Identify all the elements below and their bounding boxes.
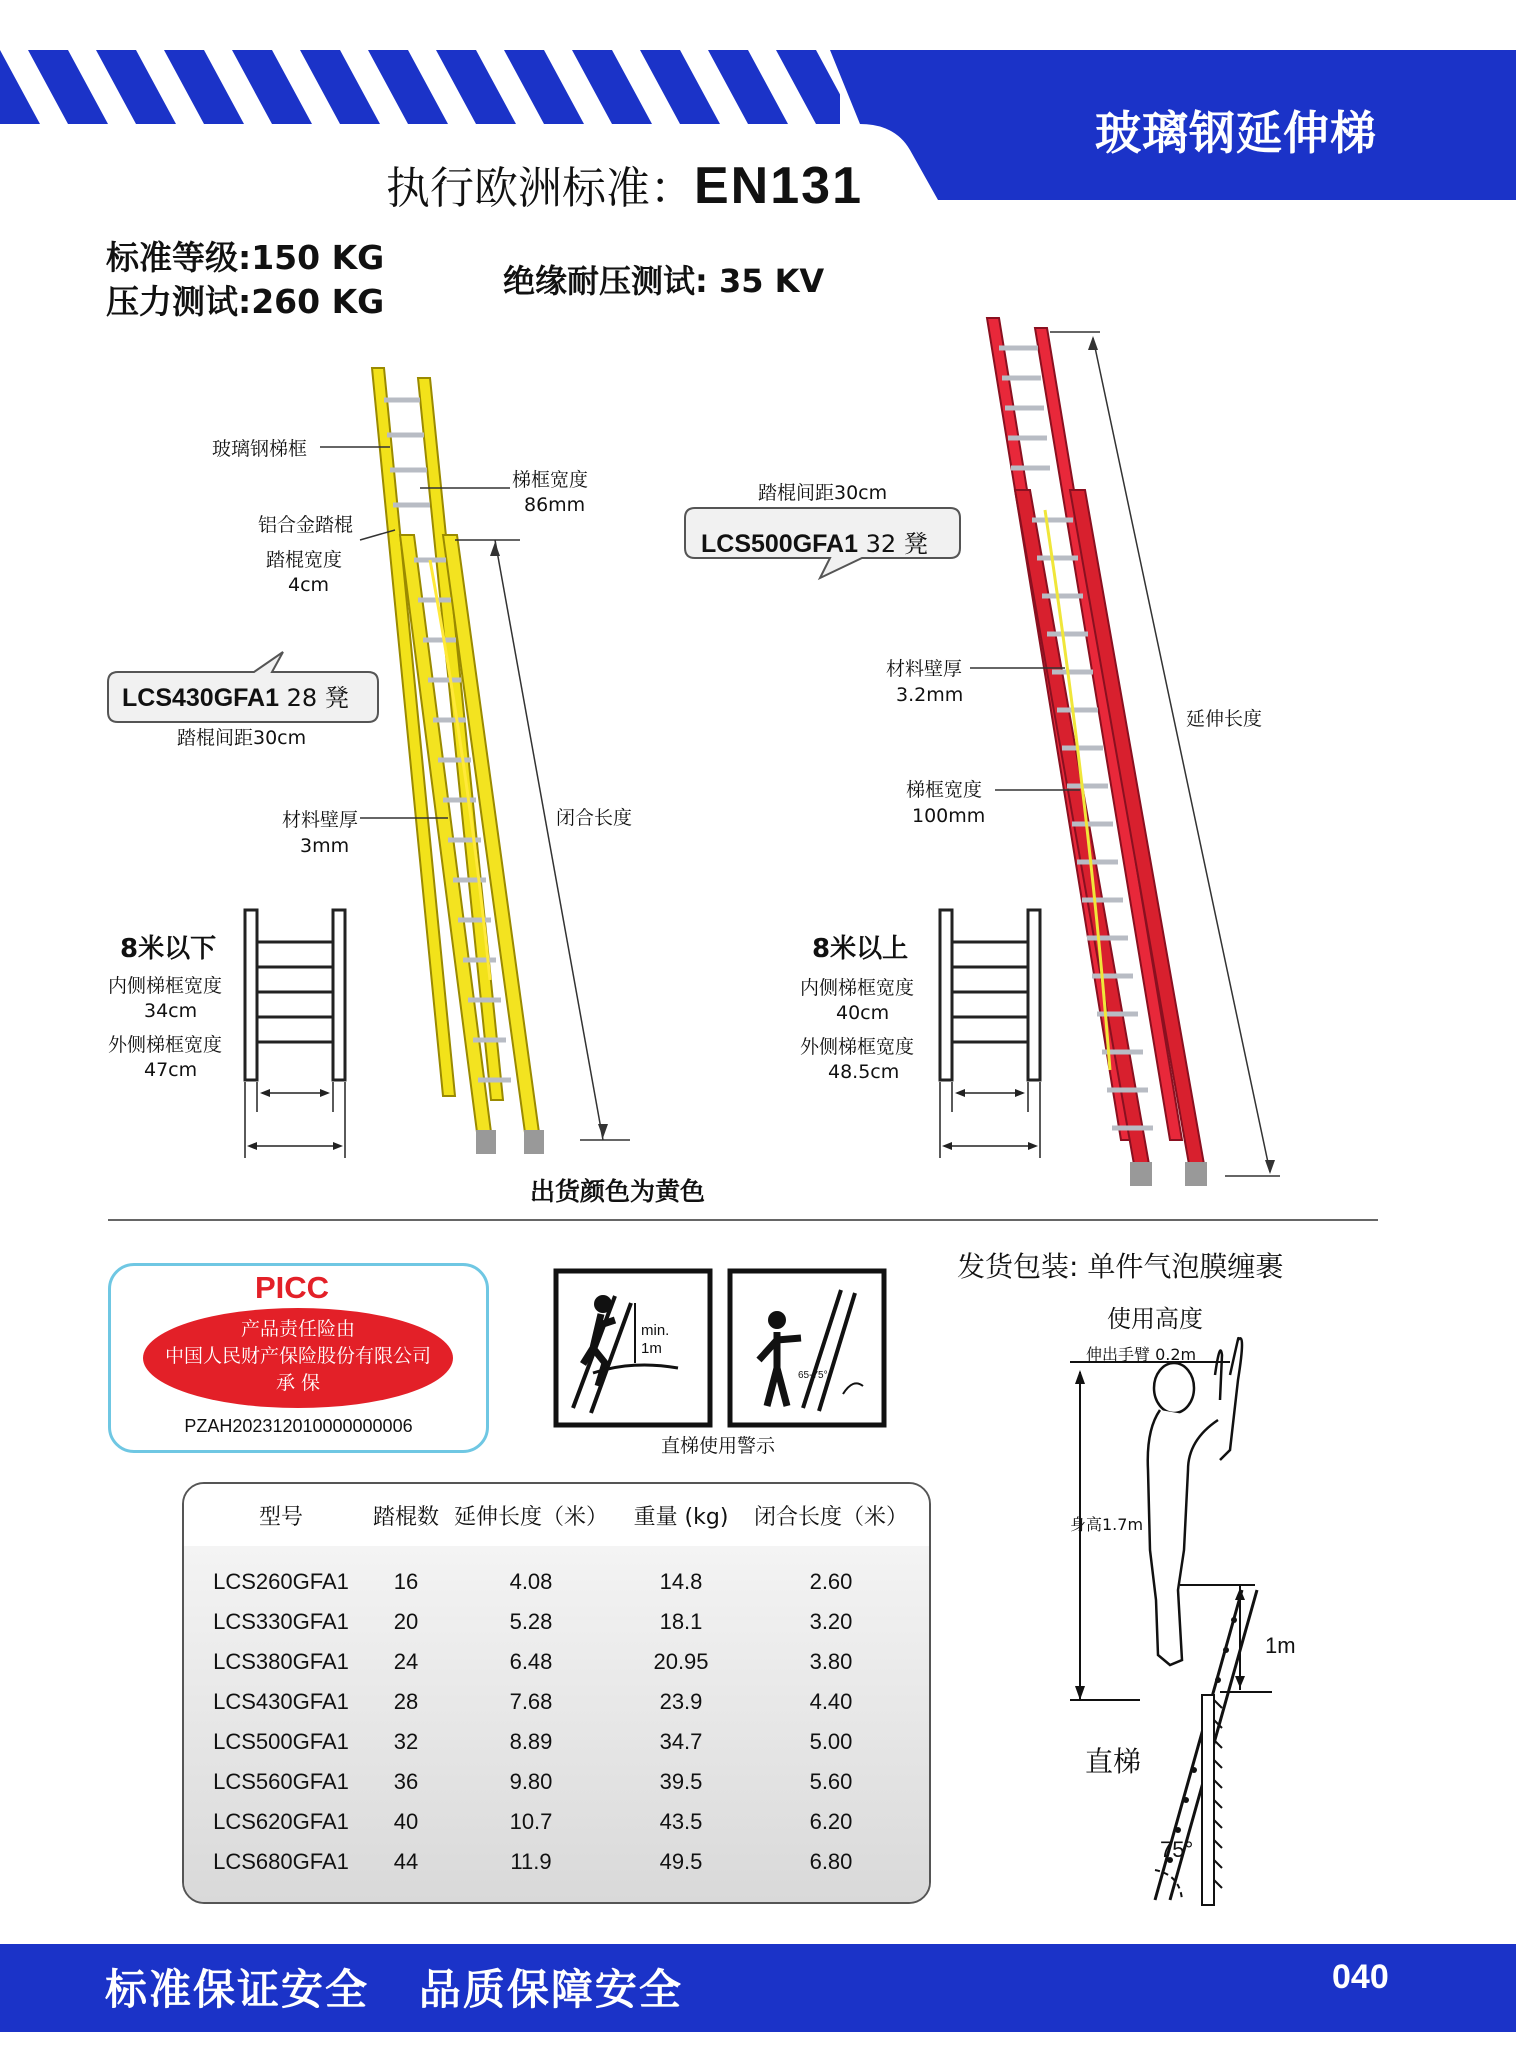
cell-closed: 6.20 <box>809 1809 853 1834</box>
cell-weight: 39.5 <box>659 1769 703 1794</box>
standard-code: EN131 <box>694 157 863 215</box>
standard-title <box>386 152 863 216</box>
cell-weight: 18.1 <box>659 1609 703 1634</box>
table-row <box>184 1762 929 1802</box>
red-wall-value: 3.2mm <box>896 684 964 706</box>
red-outer-value: 48.5cm <box>828 1061 900 1083</box>
yellow-outer-value: 47cm <box>144 1059 198 1081</box>
cell-rungs: 20 <box>393 1609 419 1634</box>
picc-line-3: 承 保 <box>275 1372 321 1394</box>
table-header-weight: 重量 (kg) <box>633 1504 729 1530</box>
red-rung-spacing: 踏棍间距30cm <box>758 482 888 504</box>
cell-extended: 9.80 <box>509 1769 553 1794</box>
table-row <box>184 1722 929 1762</box>
red-frame-width-value: 100mm <box>912 805 986 827</box>
usage-height-diagram <box>1070 1300 1310 1920</box>
cell-rungs: 40 <box>393 1809 419 1834</box>
cell-model: LCS430GFA1 <box>213 1689 349 1714</box>
red-extended-length-label: 延伸长度 <box>1186 708 1263 730</box>
spec-table <box>182 1482 931 1904</box>
cell-extended: 8.89 <box>509 1729 553 1754</box>
yellow-model-callout <box>122 678 349 713</box>
yellow-frame-label: 玻璃钢梯框 <box>212 438 308 460</box>
cell-weight: 34.7 <box>659 1729 703 1754</box>
picc-line-2: 中国人民财产保险股份有限公司 <box>164 1345 431 1367</box>
standard-prefix: 执行欧洲标准： <box>386 163 694 214</box>
cell-closed: 2.60 <box>809 1569 853 1594</box>
cell-model: LCS330GFA1 <box>213 1609 349 1634</box>
usage-ladder-label: 直梯 <box>1085 1745 1142 1778</box>
yellow-model-rungs: 28 凳 <box>286 684 349 712</box>
table-header-extended: 延伸长度（米） <box>453 1504 608 1530</box>
cell-rungs: 32 <box>393 1729 419 1754</box>
cell-rungs: 24 <box>393 1649 419 1674</box>
cell-rungs: 36 <box>393 1769 419 1794</box>
red-size-title: 8米以上 <box>812 934 909 964</box>
usage-title: 使用高度 <box>1107 1305 1203 1333</box>
yellow-closed-length-label: 闭合长度 <box>556 807 633 829</box>
table-header-model: 型号 <box>258 1504 303 1530</box>
cell-closed: 5.00 <box>809 1729 853 1754</box>
usage-angle: 75° <box>1160 1837 1194 1862</box>
warning-pictograms <box>553 1268 889 1430</box>
cell-closed: 3.20 <box>809 1609 853 1634</box>
cell-model: LCS620GFA1 <box>213 1809 349 1834</box>
cell-closed: 6.80 <box>809 1849 853 1874</box>
table-row <box>184 1802 929 1842</box>
cell-model: LCS560GFA1 <box>213 1769 349 1794</box>
red-model-code: LCS500GFA1 <box>701 530 859 558</box>
page-number: 040 <box>1332 1958 1389 1996</box>
yellow-inner-value: 34cm <box>144 1000 198 1022</box>
picc-text <box>143 1316 453 1397</box>
red-inner-label: 内侧梯框宽度 <box>800 977 915 999</box>
picc-logo: PICC <box>255 1270 330 1305</box>
cell-weight: 14.8 <box>659 1569 703 1594</box>
warning-caption: 直梯使用警示 <box>661 1435 776 1457</box>
yellow-rung-width-label: 踏棍宽度 <box>266 549 343 571</box>
section-divider <box>108 1219 1378 1221</box>
picc-insurance-box <box>108 1263 489 1453</box>
cell-closed: 5.60 <box>809 1769 853 1794</box>
usage-arm: 伸出手臂 0.2m <box>1086 1345 1197 1364</box>
cell-weight: 20.95 <box>653 1649 709 1674</box>
footer-slogan: 标准保证安全 品质保障安全 <box>105 1965 683 2014</box>
table-header-rungs: 踏棍数 <box>372 1504 439 1530</box>
table-row <box>184 1602 929 1642</box>
yellow-model-code: LCS430GFA1 <box>122 684 280 712</box>
red-model-rungs: 32 凳 <box>865 530 928 558</box>
picc-line-1: 产品责任险由 <box>240 1318 355 1340</box>
red-model-callout <box>701 524 928 559</box>
cell-weight: 23.9 <box>659 1689 703 1714</box>
yellow-wall-label: 材料壁厚 <box>282 809 359 831</box>
yellow-rung-spacing: 踏棍间距30cm <box>177 727 307 749</box>
red-outer-label: 外侧梯框宽度 <box>800 1036 915 1058</box>
spec-insulation: 绝缘耐压测试: 35 KV <box>503 262 825 300</box>
cell-weight: 49.5 <box>659 1849 703 1874</box>
cell-rungs: 28 <box>393 1689 419 1714</box>
cell-model: LCS680GFA1 <box>213 1849 349 1874</box>
spec-grade: 标准等级:150 KG <box>106 238 385 277</box>
warning-angle-label: 65-75° <box>798 1370 828 1381</box>
cell-model: LCS500GFA1 <box>213 1729 349 1754</box>
yellow-rung-width-value: 4cm <box>288 574 330 596</box>
red-frame-width-label: 梯框宽度 <box>906 779 983 801</box>
color-note: 出货颜色为黄色 <box>530 1177 706 1206</box>
cell-extended: 5.28 <box>509 1609 553 1634</box>
red-ladder-illustration <box>680 310 1320 1210</box>
spec-pressure: 压力测试:260 KG <box>106 282 385 321</box>
red-wall-label: 材料壁厚 <box>886 658 963 680</box>
yellow-wall-value: 3mm <box>300 835 350 857</box>
table-row <box>184 1682 929 1722</box>
cell-model: LCS260GFA1 <box>213 1569 349 1594</box>
warning-min-value: 1m <box>641 1340 662 1357</box>
table-header <box>184 1484 929 1546</box>
cell-closed: 4.40 <box>809 1689 853 1714</box>
yellow-frame-width-label: 梯框宽度 <box>512 469 589 491</box>
cell-extended: 11.9 <box>510 1849 552 1874</box>
cell-extended: 6.48 <box>509 1649 553 1674</box>
cell-extended: 7.68 <box>509 1689 553 1714</box>
product-title: 玻璃钢延伸梯 <box>1095 106 1377 160</box>
table-row <box>184 1562 929 1602</box>
table-header-closed: 闭合长度（米） <box>753 1504 908 1530</box>
yellow-size-title: 8米以下 <box>120 934 217 964</box>
table-row <box>184 1642 929 1682</box>
packaging-note: 发货包装: 单件气泡膜缠裹 <box>957 1250 1284 1283</box>
cell-extended: 10.7 <box>509 1809 553 1834</box>
cell-extended: 4.08 <box>509 1569 553 1594</box>
cell-closed: 3.80 <box>809 1649 853 1674</box>
cell-rungs: 16 <box>393 1569 419 1594</box>
cell-rungs: 44 <box>393 1849 419 1874</box>
yellow-frame-width-value: 86mm <box>524 494 586 516</box>
yellow-outer-label: 外侧梯框宽度 <box>108 1034 223 1056</box>
cell-model: LCS380GFA1 <box>213 1649 349 1674</box>
cell-weight: 43.5 <box>659 1809 703 1834</box>
table-body <box>184 1546 929 1902</box>
red-inner-value: 40cm <box>836 1002 890 1024</box>
yellow-rung-label: 铝合金踏棍 <box>258 514 354 536</box>
yellow-inner-label: 内侧梯框宽度 <box>108 975 223 997</box>
picc-policy-number: PZAH202312010000000006 <box>184 1416 413 1436</box>
table-row <box>184 1842 929 1882</box>
usage-height: 身高1.7m <box>1070 1515 1144 1534</box>
warning-min-label: min. <box>641 1322 670 1339</box>
usage-one-meter: 1m <box>1265 1633 1296 1658</box>
